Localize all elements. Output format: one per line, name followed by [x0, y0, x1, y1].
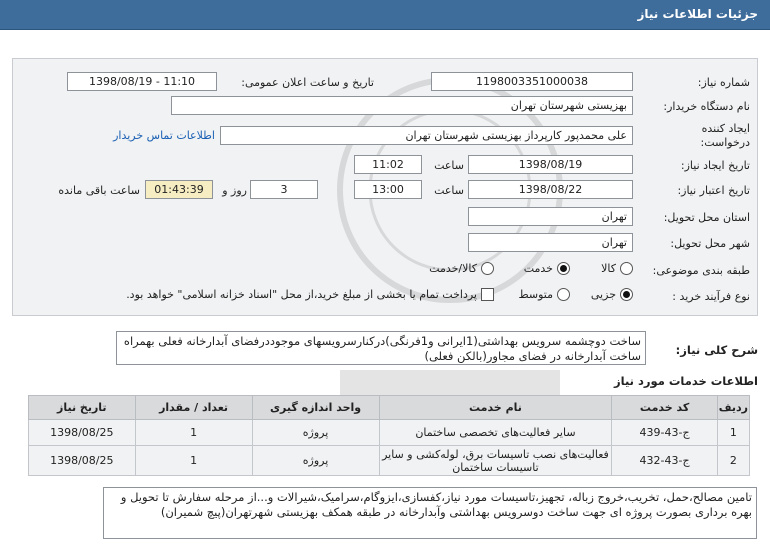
purchase-minor-label: جزیی [590, 288, 616, 301]
city-field: تهران [468, 233, 633, 252]
radio-goods-service[interactable] [481, 262, 494, 275]
service-date: 1398/08/25 [29, 420, 136, 446]
create-time-field: 11:02 [354, 155, 422, 174]
buyer-org-field: بهزیستی شهرستان تهران [171, 96, 633, 115]
summary-text: ساخت دوچشمه سرویس بهداشتی(1ایرانی و1فرنگی)درکنارسرویسهای موجوددرفضای آبدارخانه فعلی بهمراه ساخت آبدارخانه در فضای مجاور(بالکن فعلی) [116, 331, 646, 365]
create-time-label: ساعت [434, 159, 464, 172]
purchase-medium-label: متوسط [518, 288, 553, 301]
valid-date-field: 1398/08/22 [468, 180, 633, 199]
valid-time-field: 13:00 [354, 180, 422, 199]
col-code: کد خدمت [612, 396, 717, 420]
category-service-label: خدمت [523, 262, 553, 275]
service-name: سایر فعالیت‌های تخصصی ساختمان [379, 420, 612, 446]
category-option-service[interactable] [524, 262, 570, 275]
radio-service[interactable] [557, 262, 570, 275]
city-label: شهر محل تحویل: [670, 237, 750, 250]
radio-medium[interactable] [557, 288, 570, 301]
service-unit: پروژه [252, 446, 379, 476]
service-code: ج-43-439 [612, 420, 717, 446]
treasury-option[interactable] [126, 288, 494, 301]
radio-minor[interactable] [620, 288, 633, 301]
row-number: 1 [717, 420, 749, 446]
row-number: 2 [717, 446, 749, 476]
col-date: تاریخ نیاز [29, 396, 136, 420]
purchase-option-medium[interactable] [518, 288, 570, 301]
category-option-goods-service[interactable] [429, 262, 494, 275]
treasury-note: پرداخت تمام یا بخشی از مبلغ خرید،از محل "اسناد خزانه اسلامی" خواهد بود. [126, 288, 477, 301]
services-title: اطلاعات خدمات مورد نیاز [614, 374, 758, 388]
title-bar [0, 0, 770, 30]
col-row: ردیف [717, 396, 749, 420]
province-label: استان محل تحویل: [663, 211, 750, 224]
creator-label-text: ایجاد کننده درخواست: [700, 122, 750, 149]
need-number-field: 1198003351000038 [431, 72, 633, 91]
remaining-label: ساعت باقی مانده [58, 184, 140, 197]
summary-label: شرح کلی نیاز: [675, 343, 758, 357]
valid-date-label: تاریخ اعتبار نیاز: [677, 184, 750, 197]
table-row [29, 420, 750, 446]
service-qty: 1 [135, 420, 252, 446]
service-code: ج-43-432 [612, 446, 717, 476]
province-field: تهران [468, 207, 633, 226]
page-title: جزئیات اطلاعات نیاز [637, 7, 758, 21]
service-unit: پروژه [252, 420, 379, 446]
services-table [28, 395, 750, 476]
days-label: روز و [222, 184, 247, 197]
create-date-label: تاریخ ایجاد نیاز: [680, 159, 750, 172]
notes-text: تامین مصالح،حمل، تخریب،خروج زباله، تجهیز،تاسیسات مورد نیاز،کفسازی،ایزوگام،سرامیک،شیرالات و...از مرحله سفارش تا تحویل و بهره برداری بصورت پروژه ای جهت ساخت دوسرویس بهداشتی وآبدارخانه در طبقه همکف بهزیستی شهرتهران(پیچ شمیران) [103, 487, 757, 539]
remaining-time-field: 01:43:39 [145, 180, 213, 199]
buyer-contact-link[interactable]: اطلاعات تماس خریدار [113, 129, 215, 142]
category-goods-service-label: کالا/خدمت [429, 262, 477, 275]
valid-time-label: ساعت [434, 184, 464, 197]
purchase-type-label: نوع فرآیند خرید : [672, 290, 750, 303]
table-row [29, 446, 750, 476]
buyer-org-label: نام دستگاه خریدار: [663, 100, 750, 113]
category-label: طبقه بندی موضوعی: [652, 264, 750, 277]
table-header-row [29, 396, 750, 420]
need-number-label: شماره نیاز: [697, 76, 750, 89]
announce-field: 1398/08/19 - 11:10 [67, 72, 217, 91]
radio-goods[interactable] [620, 262, 633, 275]
col-name: نام خدمت [379, 396, 612, 420]
col-unit: واحد اندازه گیری [252, 396, 379, 420]
days-field: 3 [250, 180, 318, 199]
creator-label [660, 122, 750, 150]
category-goods-label: کالا [601, 262, 616, 275]
announce-label: تاریخ و ساعت اعلان عمومی: [241, 76, 374, 89]
create-date-field: 1398/08/19 [468, 155, 633, 174]
service-qty: 1 [135, 446, 252, 476]
service-name: فعالیت‌های نصب تاسیسات برق، لوله‌کشی و سایر تاسیسات ساختمان [379, 446, 612, 476]
creator-field: علی محمدپور کارپرداز بهزیستی شهرستان تهران [220, 126, 633, 145]
treasury-checkbox[interactable] [481, 288, 494, 301]
col-qty: تعداد / مقدار [135, 396, 252, 420]
category-option-goods[interactable] [601, 262, 633, 275]
purchase-option-minor[interactable] [591, 288, 633, 301]
service-date: 1398/08/25 [29, 446, 136, 476]
